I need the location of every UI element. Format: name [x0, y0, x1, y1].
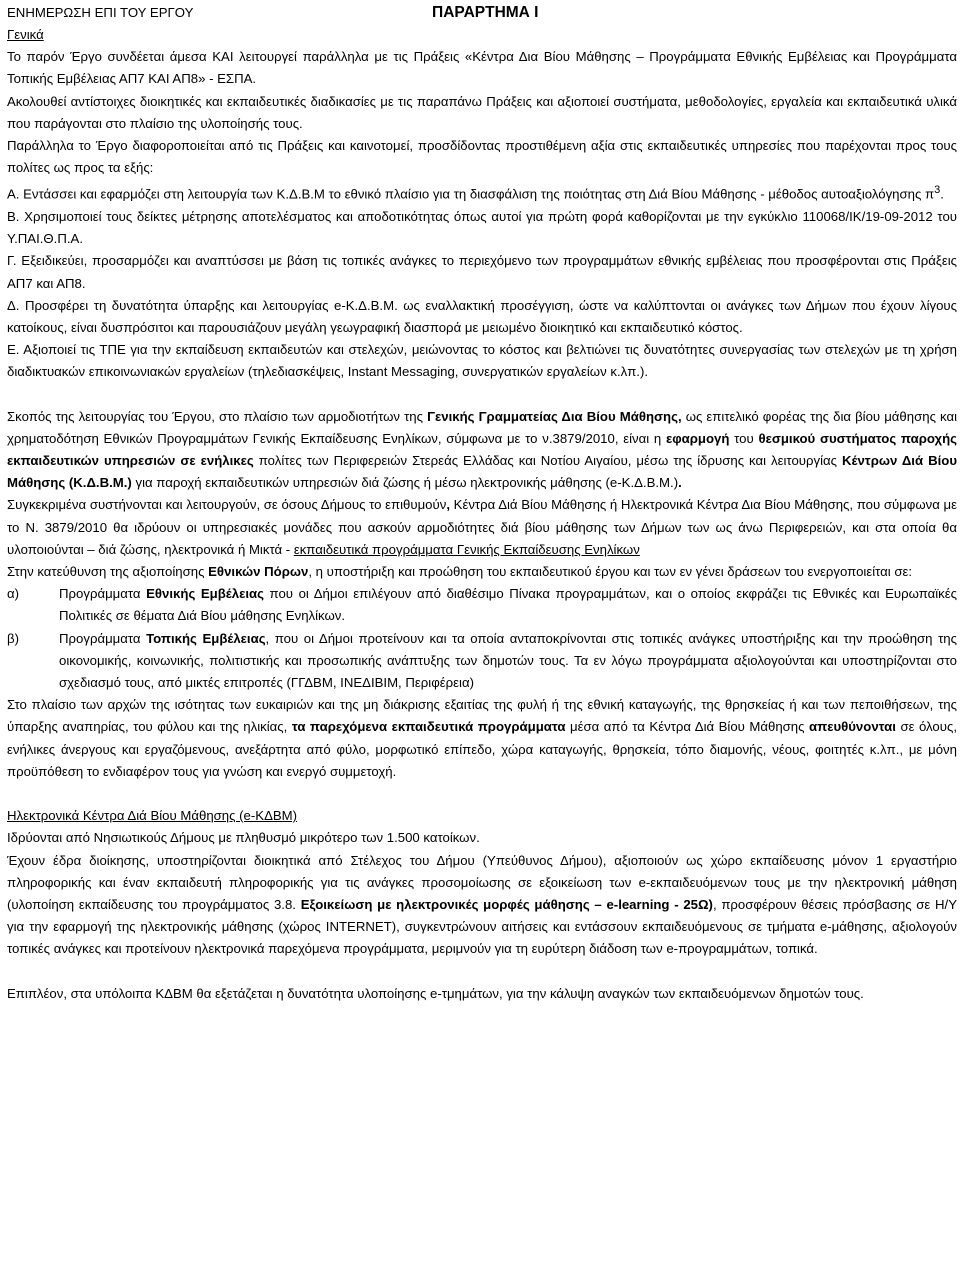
header-row [7, 2, 957, 24]
annex-title: ΠΑΡΑΡΤΗΜΑ Ι [432, 4, 539, 21]
spacer [7, 961, 957, 983]
ecenter-heading: Ηλεκτρονικά Κέντρα Διά Βίου Μάθησης (e-ΚΔΒΜ) [7, 808, 298, 824]
list-text: Προγράμματα Εθνικής Εμβέλειας που οι Δήμοι επιλέγουν από διαθέσιμο Πίνακα προγραμμάτων, και ο οποίος εκφράζει τις Εθνικές και Ευρωπαϊκές Πολιτικές σε θέματα Διά Βίου μάθησης Ενηλίκων. [59, 586, 957, 624]
point-c: Γ. Εξειδικεύει, προσαρμόζει και αναπτύσσει με βάση τις τοπικές ανάγκες το περιεχόμενο των προγραμμάτων εθνικής εμβέλειας που προσφέρονται στις Πράξεις ΑΠ7 και ΑΠ8. [7, 253, 957, 291]
list-marker: β) [7, 630, 19, 646]
general-heading: Γενικά [7, 27, 44, 42]
spacer [7, 783, 957, 805]
point-d: Δ. Προσφέρει τη δυνατότητα ύπαρξης και λειτουργίας e-Κ.Δ.Β.Μ. ως εναλλακτική προσέγγιση, ώστε να καλύπτονται οι ανάγκες των Δήμων που έχουν λίγους κατοίκους, είναι δυσπρόσιτοι και παρουσιάζουν μεγάλη γεωγραφική διασπορά με μειωμένο διοικητικό και εκπαιδευτικό κόστος. [7, 297, 957, 336]
document-page [7, 2, 957, 1005]
list-marker: α) [7, 586, 20, 602]
closing-paragraph: Επιπλέον, στα υπόλοιπα ΚΔΒΜ θα εξετάζεται η δυνατότητα υλοποίησης e-τμημάτων, για την κάλυψη αναγκών των εκπαιδευόμενων δημοτών τους. [7, 985, 864, 1001]
direction-paragraph: Στην κατεύθυνση της αξιοποίησης Εθνικών Πόρων, η υποστήριξη και προώθηση του εκπαιδευτικού έργου και των εν γένει δράσεων του ενεργοποιείται σε: [7, 564, 913, 580]
ecenter-seat-paragraph: Έχουν έδρα διοίκησης, υποστηρίζονται διοικητικά από Στέλεχος του Δήμου (Υπεύθυνος Δήμου), αξιοποιούν ως χώρο εκπαίδευσης μόνον 1 εργαστήριο πληροφορικής και έναν εκπαιδευτή πληροφορικής για τις ανάγκες προσομοίωσης σε εξοικείωση των e-εκπαιδευόμενων τους με την ηλεκτρονική μάθηση (υλοποίηση εκπαίδευσης του προγράμματος 3.8. Εξοικείωση με ηλεκτρονικές μορφές μάθησης – e-learning - 25Ω), προσφέρουν θέσεις πρόσβασης σε Η/Υ για την εφαρμογή της ηλεκτρονικής μάθησης (χώρος INTERNET), συγκεντρώνουν αιτήσεις και εντάσσουν εκπαιδευόμενους σε τμήματα e-μάθησης, αξιολογούν τοπικές ανάγκες και προτείνουν ηλεκτρονικά παρεχόμενα προγράμματα, μεριμνούν για τη ευρύτερη διάδοση των e-προγραμμάτων, τοπικά. [7, 852, 957, 957]
footnote-ref: 3 [934, 184, 941, 197]
parallel-paragraph: Παράλληλα το Έργο διαφοροποιείται από τις Πράξεις και καινοτομεί, προσδίδοντας προστιθέμενη αξία στις εκπαιδευτικές υπηρεσίες που παρέχονται προς τους πολίτες ως προς τα εξής: [7, 138, 957, 176]
point-e: Ε. Αξιοποιεί τις ΤΠΕ για την εκπαίδευση εκπαιδευτών και στελεχών, μειώνοντας το κόστος και βελτιώνει τις δυνατότητες συνεργασίας των στελεχών με τη χρήση διαδικτυακών επικοινωνιακών εργαλείων (τηλεδιασκέψεις, Instant Messaging, συνεργατικών εργαλείων κ.λπ.). [7, 342, 957, 380]
list-item-alpha [7, 583, 957, 627]
principles-paragraph: Στο πλαίσιο των αρχών της ισότητας των ευκαιριών και της μη διάκρισης εξαιτίας της φυλή ή της εθνική καταγωγής, της θρησκείας ή και των πεποιθήσεων, της ύπαρξης αναπηρίας, του φύλου και της ηλικίας, τα παρεχόμενα εκπαιδευτικά προγράμματα μέσα από τα Κέντρα Διά Βίου Μάθησης απευθύνονται σε όλους, ενήλικες άνεργους και εργαζόμενους, ανεξάρτητα από φύλο, μορφωτικό επίπεδο, χώρα καταγωγής, θρησκεία, τόπο διαμονής, νέους, φοιτητές κ.λπ., με μόνη προϋπόθεση το ενδιαφέρον τους για γνώση και ενεργό συμμετοχή. [7, 697, 957, 779]
follows-paragraph: Ακολουθεί αντίστοιχες διοικητικές και εκπαιδευτικές διαδικασίες με τις παραπάνω Πράξεις και αξιοποιεί συστήματα, μεθοδολογίες, εργαλεία και εκπαιδευτικά υλικά που παράγονται στο πλαίσιο της υλοποίησής τους. [7, 93, 957, 131]
list-text: Προγράμματα Τοπικής Εμβέλειας, που οι Δήμοι προτείνουν και τα οποία ανταποκρίνονται στις τοπικές ανάγκες υποστήριξης και την προώθηση της οικονομικής, κοινωνικής, πολιτιστικής και προσωπικής ανάπτυξης των δημοτών τους. Τα εν λόγω προγράμματα αξιολογούνται και υποστηρίζονται στο σχεδιασμό τους, από μικτές επιτροπές (ΓΓΔΒΜ, ΙΝΕΔΙΒΙΜ, Περιφέρεια) [59, 630, 957, 691]
point-b: Β. Χρησιμοποιεί τους δείκτες μέτρησης αποτελέσματος και αποδοτικότητας όπως αυτοί για πρώτη φορά καθορίζονται με την εγκύκλιο 110068/ΙΚ/19-09-2012 του Υ.ΠΑΙ.Θ.Π.Α. [7, 209, 957, 247]
purpose-paragraph: Σκοπός της λειτουργίας του Έργου, στο πλαίσιο των αρμοδιοτήτων της Γενικής Γραμματείας Δια Βίου Μάθησης, ως επιτελικό φορέας της δια βίου μάθησης και χρηματοδότηση Εθνικών Προγραμμάτων Γενικής Εκπαίδευσης Ενηλίκων, σύμφωνα με το ν.3879/2010, είναι η εφαρμογή του θεσμικού συστήματος παροχής εκπαιδευτικών υπηρεσιών σε ενήλικες πολίτες των Περιφερειών Στερεάς Ελλάδας και Νοτίου Αιγαίου, μέσω της ίδρυσης και λειτουργίας Κέντρων Διά Βίου Μάθησης (Κ.Δ.Β.Μ.) για παροχή εκπαιδευτικών υπηρεσιών διά ζώσης ή μέσω ηλεκτρονικής μάθησης (e-Κ.Δ.Β.Μ.). [7, 408, 958, 491]
intro-paragraph: Το παρόν Έργο συνδέεται άμεσα ΚΑΙ λειτουργεί παράλληλα με τις Πράξεις «Κέντρα Δια Βίου Μάθησης – Προγράμματα Εθνικής Εμβέλειας και Προγράμματα Τοπικής Εμβέλειας ΑΠ7 ΚΑΙ ΑΠ8» - ΕΣΠΑ. [7, 49, 957, 87]
section-heading: ΕΝΗΜΕΡΩΣΗ ΕΠΙ ΤΟΥ ΕΡΓΟΥ [7, 5, 194, 20]
spacer [7, 384, 957, 406]
specifically-paragraph: Συγκεκριμένα συστήνονται και λειτουργούν, σε όσους Δήμους το επιθυμούν, Κέντρα Διά Βίου Μάθησης ή Ηλεκτρονικά Κέντρα Δια Βίου Μάθησης, που σύμφωνα με το Ν. 3879/2010 θα ιδρύουν οι υπηρεσιακές μονάδες που ασκούν αρμοδιότητες διά βίου μάθησης των Δήμων των ως άνω Περιφερειών, και στα οποία θα υλοποιούνται – διά ζώσης, ηλεκτρονικά ή Μικτά - εκπαιδευτικά προγράμματα Γενικής Εκπαίδευσης Ενηλίκων [7, 497, 958, 557]
ecenter-founded-paragraph: Ιδρύονται από Νησιωτικούς Δήμους με πληθυσμό μικρότερο των 1.500 κατοίκων. [7, 830, 480, 846]
point-a: Α. Εντάσσει και εφαρμόζει στη λειτουργία των Κ.Δ.Β.Μ το εθνικό πλαίσιο για τη διασφάλιση της ποιότητας στη Διά Βίου Μάθησης - μέθοδος αυτοαξιολόγησης $\pi^3$. [7, 184, 944, 202]
list-item-beta [7, 628, 957, 695]
